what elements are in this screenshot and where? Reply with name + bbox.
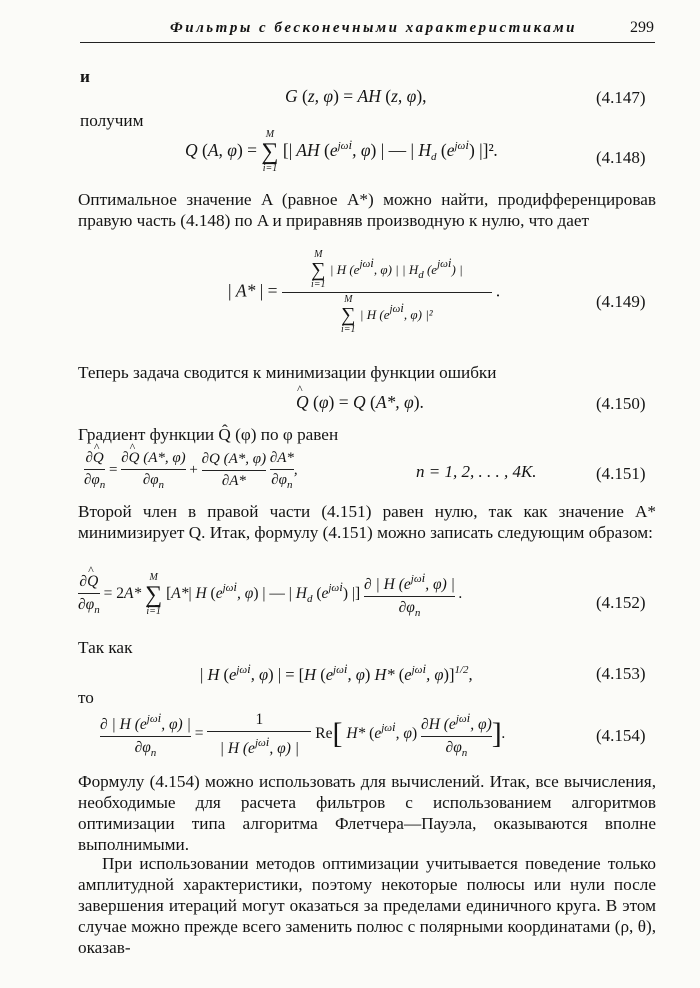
equation-4-150: ^ Q (φ) = Q (A*, φ). (296, 392, 424, 413)
index-range: n = 1, 2, . . . , 4K. (416, 462, 537, 481)
word-then: то (78, 688, 94, 707)
equation-number-150: (4.150) (596, 394, 646, 413)
equation-number-147: (4.147) (596, 88, 646, 107)
paragraph-task-reduces: Теперь задача сводится к минимизации функции ошибки (78, 363, 497, 382)
equation-4-147: G (z, φ) = AH (z, φ), (285, 86, 427, 106)
paragraph-second-term: Второй член в правой части (4.151) равен нулю, так как значение A* минимизирует Q. Итак, формулу (4.151) можно записать следующим образом: (78, 502, 656, 542)
page-number: 299 (630, 19, 654, 36)
equation-4-153: | H ($e^{j\omega i}$, φ) | = [H ($e^{j\omega i}$, φ) H* ($e^{j\omega i}$, φ)]$^{1/2}$, (200, 661, 473, 684)
paragraph-optimal-value: Оптимальное значение A (равное A*) можно найти, продифференцировав правую часть (4.148) по A и приравняв производную к нулю, что дает (78, 190, 656, 230)
header-rule (80, 42, 655, 43)
word-we-get: получим (80, 111, 144, 130)
equation-number-154: (4.154) (596, 726, 646, 745)
word-since: Так как (78, 638, 133, 657)
running-header-title: Фильтры с бесконечными характеристиками (170, 20, 577, 36)
equation-4-151: $\frac{\partial\^{} Q}{\partial\varphi_n}$ = $\frac{\partial\^{} Q (A*, \varphi)}{\partial\varphi_n}$ + $\frac{\partial Q (A*, \varphi)}{\partial A*}$ $\frac{\partial A*}{\partial\varphi_n}$ , (84, 450, 298, 491)
equation-number-148: (4.148) (596, 148, 646, 167)
equation-number-153: (4.153) (596, 664, 646, 683)
paragraph-formula-use: Формулу (4.154) можно использовать для вычислений. Итак, все вычисления, необходимые для расчета фильтров с использованием алгоритмов оптимизации типа алгоритма Флетчера—Пауэла, оказываются вполне выполнимыми. (78, 772, 656, 854)
equation-number-149: (4.149) (596, 292, 646, 311)
equation-number-152: (4.152) (596, 593, 646, 612)
equation-4-152: $\frac{\partial\^{} Q}{\partial\varphi_n}$ = 2A* M ∑ i=1 [A*| H ($e^{j\omega i}$, φ) | — | $H_d$ $(e^{j\omega i})$ |] $\frac{\partial | H (e^{j\omega i}, \varphi) |}{\partial\varphi_n}$ . (78, 570, 463, 619)
word-and: и (80, 67, 90, 86)
paragraph-optimization-methods: При использовании методов оптимизации учитывается поведение только амплитудной характеристики, поэтому некоторые полюсы или нули после завершения итераций могут оказаться за пределами единичного круга. В этом случае можно прежде всего заменить полюс с полярными координатами (ρ, θ), оказав- (78, 854, 656, 957)
equation-4-149: | A* | = M ∑ i=1 | H ($e^{j\omega i}$, φ) | | $H_d$ $(e^{j\omega i})$ | M ∑ i=1 | H ($e^{j\omega i}$, φ) |² . (228, 249, 501, 335)
equation-4-154: $\frac{\partial | H (e^{j\omega i}, \varphi) |}{\partial\varphi_n}$ = $\frac{1}{| H (e^{j\omega i}, \varphi) |}$ Re[ H* ($e^{j\omega i}$, φ) $\frac{\partial H (e^{j\omega i}, \varphi)}{\partial\varphi_n}$ ]. (100, 710, 506, 759)
equation-4-148: Q (A, φ) = M ∑ i=1 [| AH ($e^{j\omega i}$, φ) | — | $H_d$ $(e^{j\omega i})$ |]². (185, 129, 499, 174)
equation-number-151: (4.151) (596, 464, 646, 483)
paragraph-gradient: Градиент функции Q̂ (φ) по φ равен (78, 425, 339, 444)
